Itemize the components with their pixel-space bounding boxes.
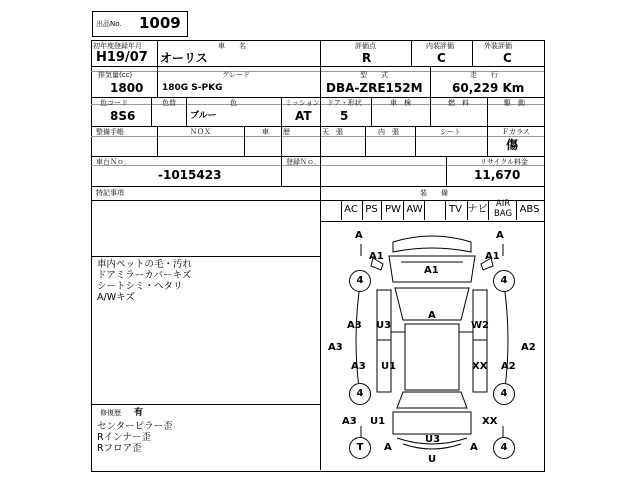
equipment-pw: PW bbox=[385, 204, 401, 215]
interior-ceiling-label: 内 張 bbox=[378, 128, 399, 136]
mileage-value: 60,229 Km bbox=[452, 81, 525, 95]
damage-mark: XX bbox=[482, 416, 498, 427]
car-name-label: 車 名 bbox=[218, 42, 246, 50]
exterior-value: C bbox=[503, 51, 512, 65]
damage-mark: A3 bbox=[328, 342, 343, 353]
history-label: 車 歴 bbox=[262, 128, 290, 136]
fuel-label: 燃 料 bbox=[448, 99, 469, 107]
remark-item: シートシミ・ヘタリ bbox=[97, 281, 183, 292]
damage-mark: A bbox=[355, 230, 363, 241]
sunroof-label: 天 張 bbox=[322, 128, 343, 136]
chassis-value: -1015423 bbox=[158, 168, 222, 182]
equipment-abs: ABS bbox=[519, 204, 540, 215]
model-label: 型 式 bbox=[360, 71, 388, 79]
damage-mark: A1 bbox=[369, 251, 384, 262]
exterior-label: 外装評価 bbox=[484, 42, 512, 50]
wheel-front-left: 4 bbox=[349, 270, 371, 292]
registration-label: 登録Ｎｏ． bbox=[286, 158, 321, 166]
damage-mark: U3 bbox=[425, 434, 441, 445]
color-value: ブルー bbox=[190, 111, 217, 121]
damage-mark: A bbox=[496, 230, 504, 241]
glass-value: 傷 bbox=[506, 138, 519, 152]
repair-note-item: センターピラー歪 bbox=[97, 421, 173, 432]
car-name-value: オーリス bbox=[160, 51, 208, 65]
damage-mark: A3 bbox=[351, 361, 366, 372]
lot-number-box bbox=[92, 11, 188, 37]
damage-mark: U1 bbox=[381, 361, 397, 372]
damage-mark: XX bbox=[472, 361, 488, 372]
color-code-value: 8S6 bbox=[110, 109, 136, 123]
rating-value: R bbox=[362, 51, 372, 65]
damage-mark: A1 bbox=[485, 251, 500, 262]
color-code-label: 色コード bbox=[100, 99, 128, 107]
interior-label: 内装評価 bbox=[426, 42, 454, 50]
manual-label: 整備手帳 bbox=[96, 128, 124, 136]
damage-mark: A3 bbox=[347, 320, 362, 331]
grade-value: 180G S-PKG bbox=[162, 83, 223, 93]
mileage-label: 走 行 bbox=[470, 71, 498, 79]
remarks-label: 特記事項 bbox=[96, 189, 124, 197]
equipment-ac: AC bbox=[344, 204, 358, 215]
color-system-label: 色替 bbox=[162, 99, 176, 107]
lot-label: 出品No. bbox=[96, 20, 122, 28]
equipment-tv: TV bbox=[449, 204, 462, 215]
damage-mark: A3 bbox=[342, 416, 357, 427]
model-value: DBA-ZRE152M bbox=[326, 81, 423, 95]
seat-label: シート bbox=[440, 128, 461, 136]
mission-label: ミッション bbox=[285, 99, 320, 107]
damage-mark: U1 bbox=[370, 416, 386, 427]
interior-value: C bbox=[437, 51, 446, 65]
repair-label: 修復歴 bbox=[100, 409, 121, 417]
doors-label: ドア・形状 bbox=[327, 99, 362, 107]
damage-mark: U3 bbox=[376, 320, 392, 331]
damage-mark: U bbox=[428, 454, 437, 465]
remark-item: A/Wキズ bbox=[97, 292, 135, 303]
equipment-navi: ナビ bbox=[467, 204, 488, 215]
damage-mark: A2 bbox=[501, 361, 516, 372]
mission-value: AT bbox=[295, 109, 312, 123]
drive-label: 駆 動 bbox=[504, 99, 525, 107]
spare-wheel: 4 bbox=[493, 437, 515, 459]
recycle-value: 11,670 bbox=[474, 168, 521, 182]
car-damage-diagram bbox=[321, 222, 543, 470]
color-label: 色 bbox=[230, 99, 237, 107]
wheel-front-right: 4 bbox=[493, 270, 515, 292]
damage-mark: A2 bbox=[521, 342, 536, 353]
repair-note-item: Rフロア歪 bbox=[97, 443, 142, 454]
grade-label: グレード bbox=[222, 71, 250, 79]
wheel-rear-right: 4 bbox=[493, 383, 515, 405]
recycle-label: リサイクル料金 bbox=[480, 158, 529, 166]
first-reg-value: H19/07 bbox=[96, 50, 148, 65]
first-reg-label: 初年度登録年月 bbox=[93, 42, 142, 50]
repair-value: 有 bbox=[134, 408, 144, 418]
remark-item: ドアミラーカバーキズ bbox=[97, 270, 192, 281]
lot-number: 1009 bbox=[139, 14, 181, 32]
equipment-aw: AW bbox=[406, 204, 423, 215]
equipment-airbag: AIR BAG bbox=[493, 199, 513, 219]
capacity-label: 車 検 bbox=[390, 99, 411, 107]
displacement-value: 1800 bbox=[110, 81, 144, 95]
damage-mark: A bbox=[428, 310, 436, 321]
equipment-label: 装 備 bbox=[420, 189, 448, 197]
damage-mark: A bbox=[384, 442, 392, 453]
chassis-label: 車台Ｎｏ． bbox=[96, 158, 131, 166]
glass-label: Ｆガラス bbox=[502, 128, 530, 136]
equipment-ps: PS bbox=[365, 204, 378, 215]
damage-mark: A bbox=[470, 442, 478, 453]
damage-mark: W2 bbox=[471, 320, 489, 331]
doors-value: 5 bbox=[340, 109, 349, 123]
remark-item: 車内ペットの毛・汚れ bbox=[97, 259, 193, 270]
displacement-label: 排気量(cc) bbox=[98, 71, 133, 79]
damage-mark: A1 bbox=[424, 265, 439, 276]
tire-mark: T bbox=[349, 437, 371, 459]
nox-label: ＮＯＸ bbox=[190, 128, 211, 136]
repair-note-item: Rインナー歪 bbox=[97, 432, 152, 443]
rating-label: 評価点 bbox=[355, 42, 376, 50]
wheel-rear-left: 4 bbox=[349, 383, 371, 405]
